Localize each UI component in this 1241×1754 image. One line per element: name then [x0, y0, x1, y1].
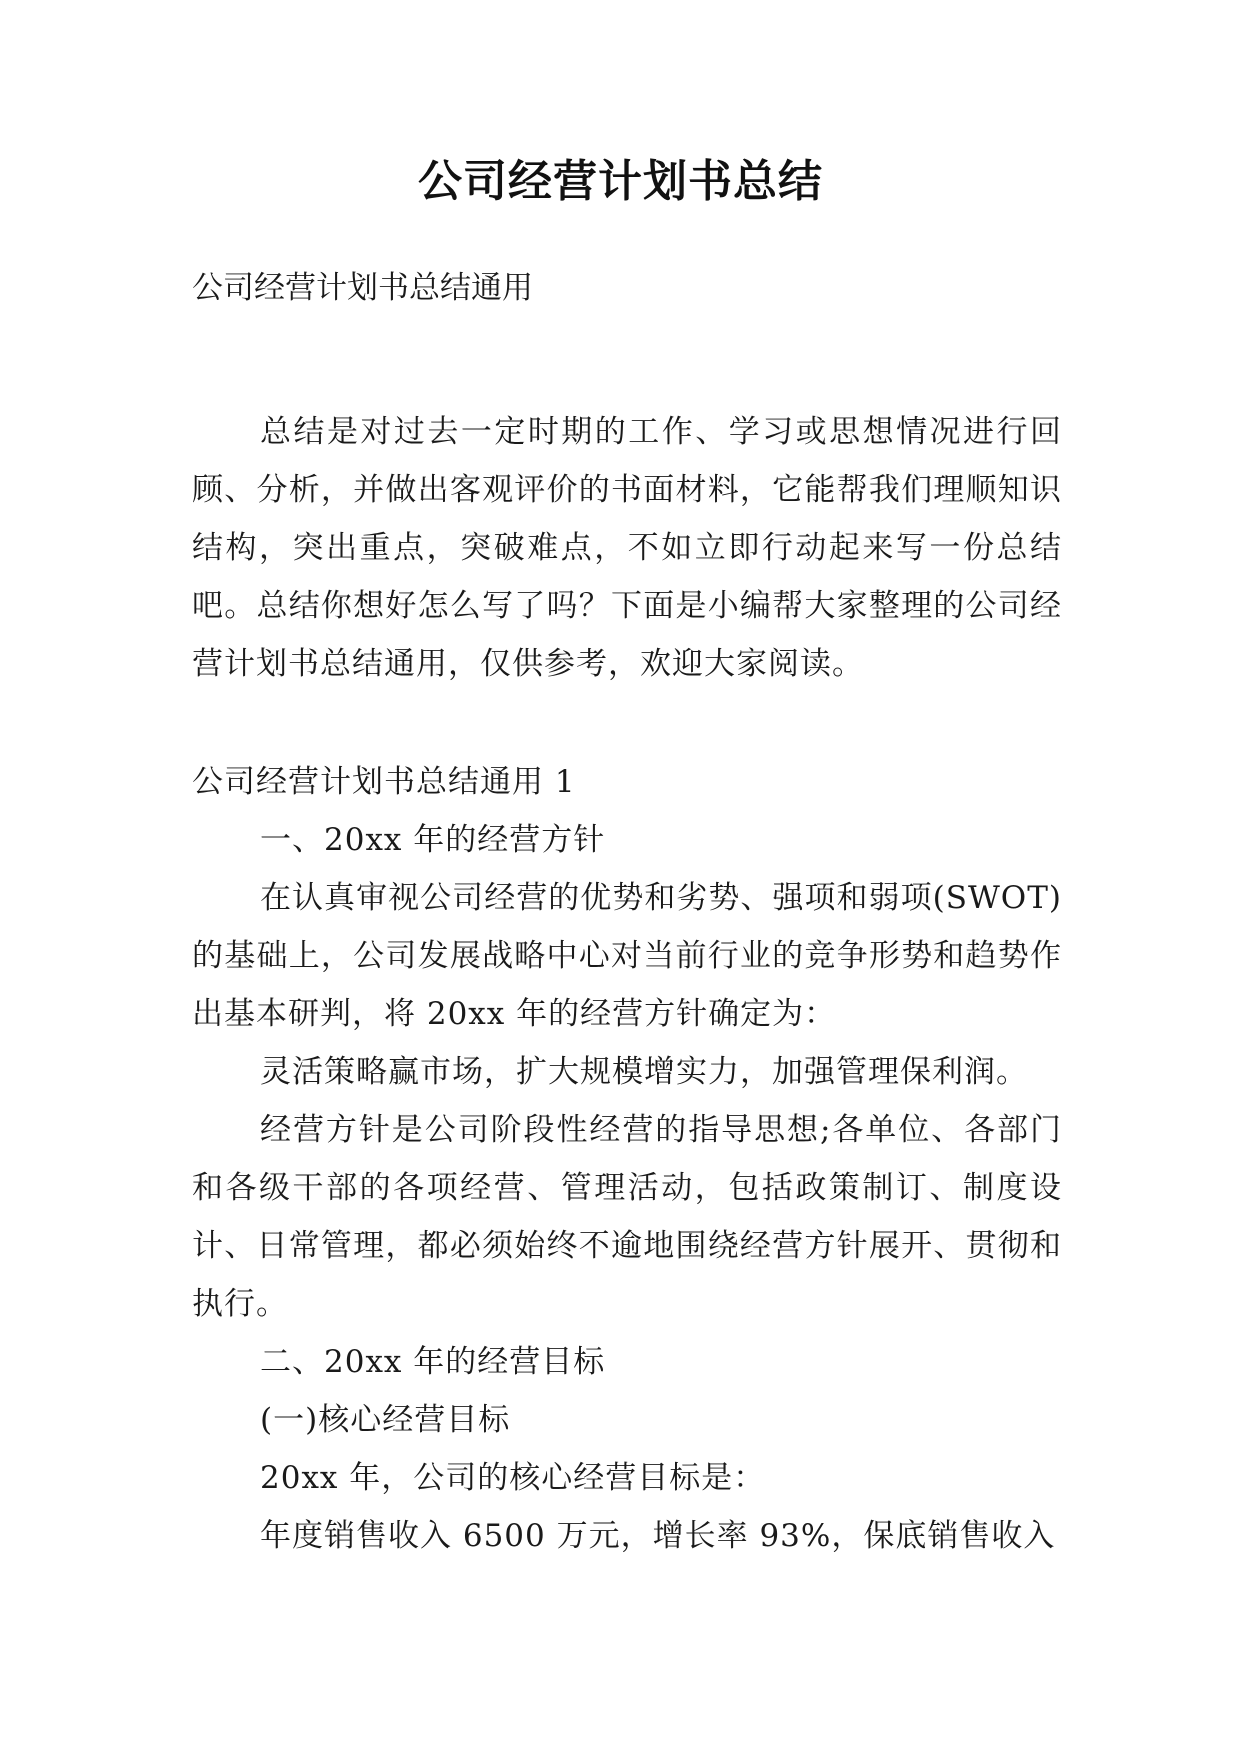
paragraph-swot: 在认真审视公司经营的优势和劣势、强项和弱项(SWOT)的基础上，公司发展战略中心对当前行业的竞争形势和趋势作出基本研判，将 20xx 年的经营方针确定为：	[192, 880, 1062, 1032]
paragraph-policy-slogan: 灵活策略赢市场，扩大规模增实力，加强管理保利润。	[260, 1054, 1028, 1090]
paragraph-policy-guidance: 经营方针是公司阶段性经营的指导思想;各单位、各部门和各级干部的各项经营、管理活动，包括政策制订、制度设计、日常管理，都必须始终不逾地围绕经营方针展开、贯彻和执行。	[192, 1112, 1062, 1322]
paragraph-revenue-goal: 年度销售收入 6500 万元，增长率 93%，保底销售收入	[260, 1518, 1056, 1554]
paragraph-core-goals-intro: 20xx 年，公司的核心经营目标是：	[260, 1460, 766, 1496]
document-subtitle: 公司经营计划书总结通用	[192, 270, 533, 306]
document-title: 公司经营计划书总结	[418, 156, 823, 207]
section-heading: 公司经营计划书总结通用 1	[192, 764, 576, 800]
heading-core-goals: (一)核心经营目标	[260, 1402, 511, 1438]
heading-business-goals: 二、20xx 年的经营目标	[260, 1344, 606, 1380]
document-body	[192, 753, 1062, 1565]
heading-business-policy: 一、20xx 年的经营方针	[260, 822, 606, 858]
intro-paragraph: 总结是对过去一定时期的工作、学习或思想情况进行回顾、分析，并做出客观评价的书面材料，它能帮我们理顺知识结构，突出重点，突破难点，不如立即行动起来写一份总结吧。总结你想好怎么写了吗？下面是小编帮大家整理的公司经营计划书总结通用，仅供参考，欢迎大家阅读。	[192, 414, 1062, 682]
